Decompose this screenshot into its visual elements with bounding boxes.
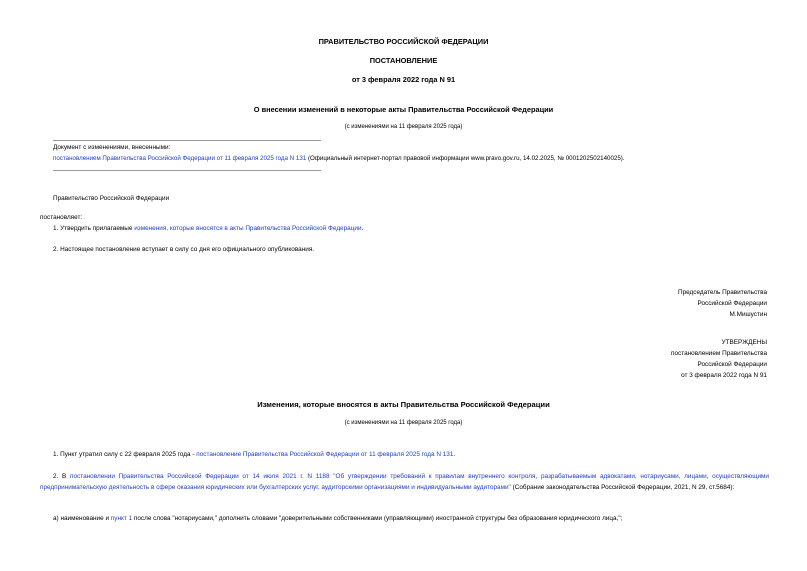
change-item-2: 2. В постановлении Правительства Российской Федерации от 14 июля 2021 г. N 1188 "Об утверждении требований к правилам внутреннего контроля, разрабатываемым адвокатами, нотариусами, лицами, осуществляющими предпринимательскую деятельность в сфере оказания юридических или бухгалтерских услуг, аудиторскими организациями и индивидуальными аудиторами" (Собрание законодательства Российской Федерации, 2021, N 29, ст.5684): xyxy=(40,473,769,491)
signature-name: М.Мишустин xyxy=(729,311,767,318)
signature-line-2: Российской Федерации xyxy=(697,300,767,307)
item-1-link[interactable]: изменения, которые вносятся в акты Правительства Российской Федерации xyxy=(134,225,362,232)
item-2: 2. Настоящее постановление вступает в силу со дня его официального опубликования. xyxy=(53,246,315,253)
change-item-2-link[interactable]: постановлении Правительства Российской Федерации от 14 июля 2021 г. N 1188 "Об утверждении требований к правилам внутреннего контроля, разрабатываемым адвокатами, нотариусами, лицами, осуществляющими предпринимательскую деятельность в сфере оказания юридических или бухгалтерских услуг, аудиторскими организациями и индивидуальными аудиторами" xyxy=(40,473,769,491)
signature-line-1: Председатель Правительства xyxy=(678,289,767,296)
changes-source-link[interactable]: постановлением Правительства Российской Федерации от 11 февраля 2025 года N 131 xyxy=(53,155,307,162)
changes-title: Изменения, которые вносятся в акты Правительства Российской Федерации xyxy=(257,400,550,409)
approved-line-4: от 3 февраля 2022 года N 91 xyxy=(681,372,767,379)
approved-line-3: Российской Федерации xyxy=(697,361,767,368)
decrees-word: постановляет: xyxy=(40,214,83,221)
divider-top xyxy=(53,140,321,141)
changes-source-details: (Официальный интернет-портал правовой информации www.pravo.gov.ru, 14.02.2025, № 0001202502140025). xyxy=(306,155,625,162)
approved-line-2: постановлением Правительства xyxy=(671,350,767,357)
changes-source-line xyxy=(53,155,625,162)
government-line: Правительство Российской Федерации xyxy=(53,195,170,202)
approved-block xyxy=(671,337,767,381)
doc-date-number: от 3 февраля 2022 года N 91 xyxy=(351,75,456,84)
doc-title: О внесении изменений в некоторые акты Правительства Российской Федерации xyxy=(253,105,554,114)
changes-revision: (с изменениями на 11 февраля 2025 года) xyxy=(344,420,463,426)
doc-revision: (с изменениями на 11 февраля 2025 года) xyxy=(344,124,463,130)
change-item-1: 1. Пункт утратил силу с 22 февраля 2025 года - постановление Правительства Российской Федерации от 11 февраля 2025 года N 131. xyxy=(53,451,456,458)
approved-line-1: УТВЕРЖДЕНЫ xyxy=(721,339,767,346)
changes-caption: Документ с изменениями, внесенными: xyxy=(53,144,171,151)
divider-bottom xyxy=(53,170,321,171)
government-title: ПРАВИТЕЛЬСТВО РОССИЙСКОЙ ФЕДЕРАЦИИ xyxy=(318,37,489,46)
doc-type: ПОСТАНОВЛЕНИЕ xyxy=(369,56,438,65)
change-item-1-link[interactable]: постановление Правительства Российской Федерации от 11 февраля 2025 года N 131 xyxy=(196,451,454,458)
change-item-a: а) наименование и пункт 1 после слова "нотариусами," дополнить словами "доверительными собственниками (управляющими) иностранной структуры без образования юридического лица,"; xyxy=(53,515,623,522)
item-1: 1. Утвердить прилагаемые изменения, которые вносятся в акты Правительства Российской Федерации. xyxy=(53,225,364,232)
change-item-a-link[interactable]: пункт 1 xyxy=(110,515,133,522)
signature-block xyxy=(678,287,767,320)
